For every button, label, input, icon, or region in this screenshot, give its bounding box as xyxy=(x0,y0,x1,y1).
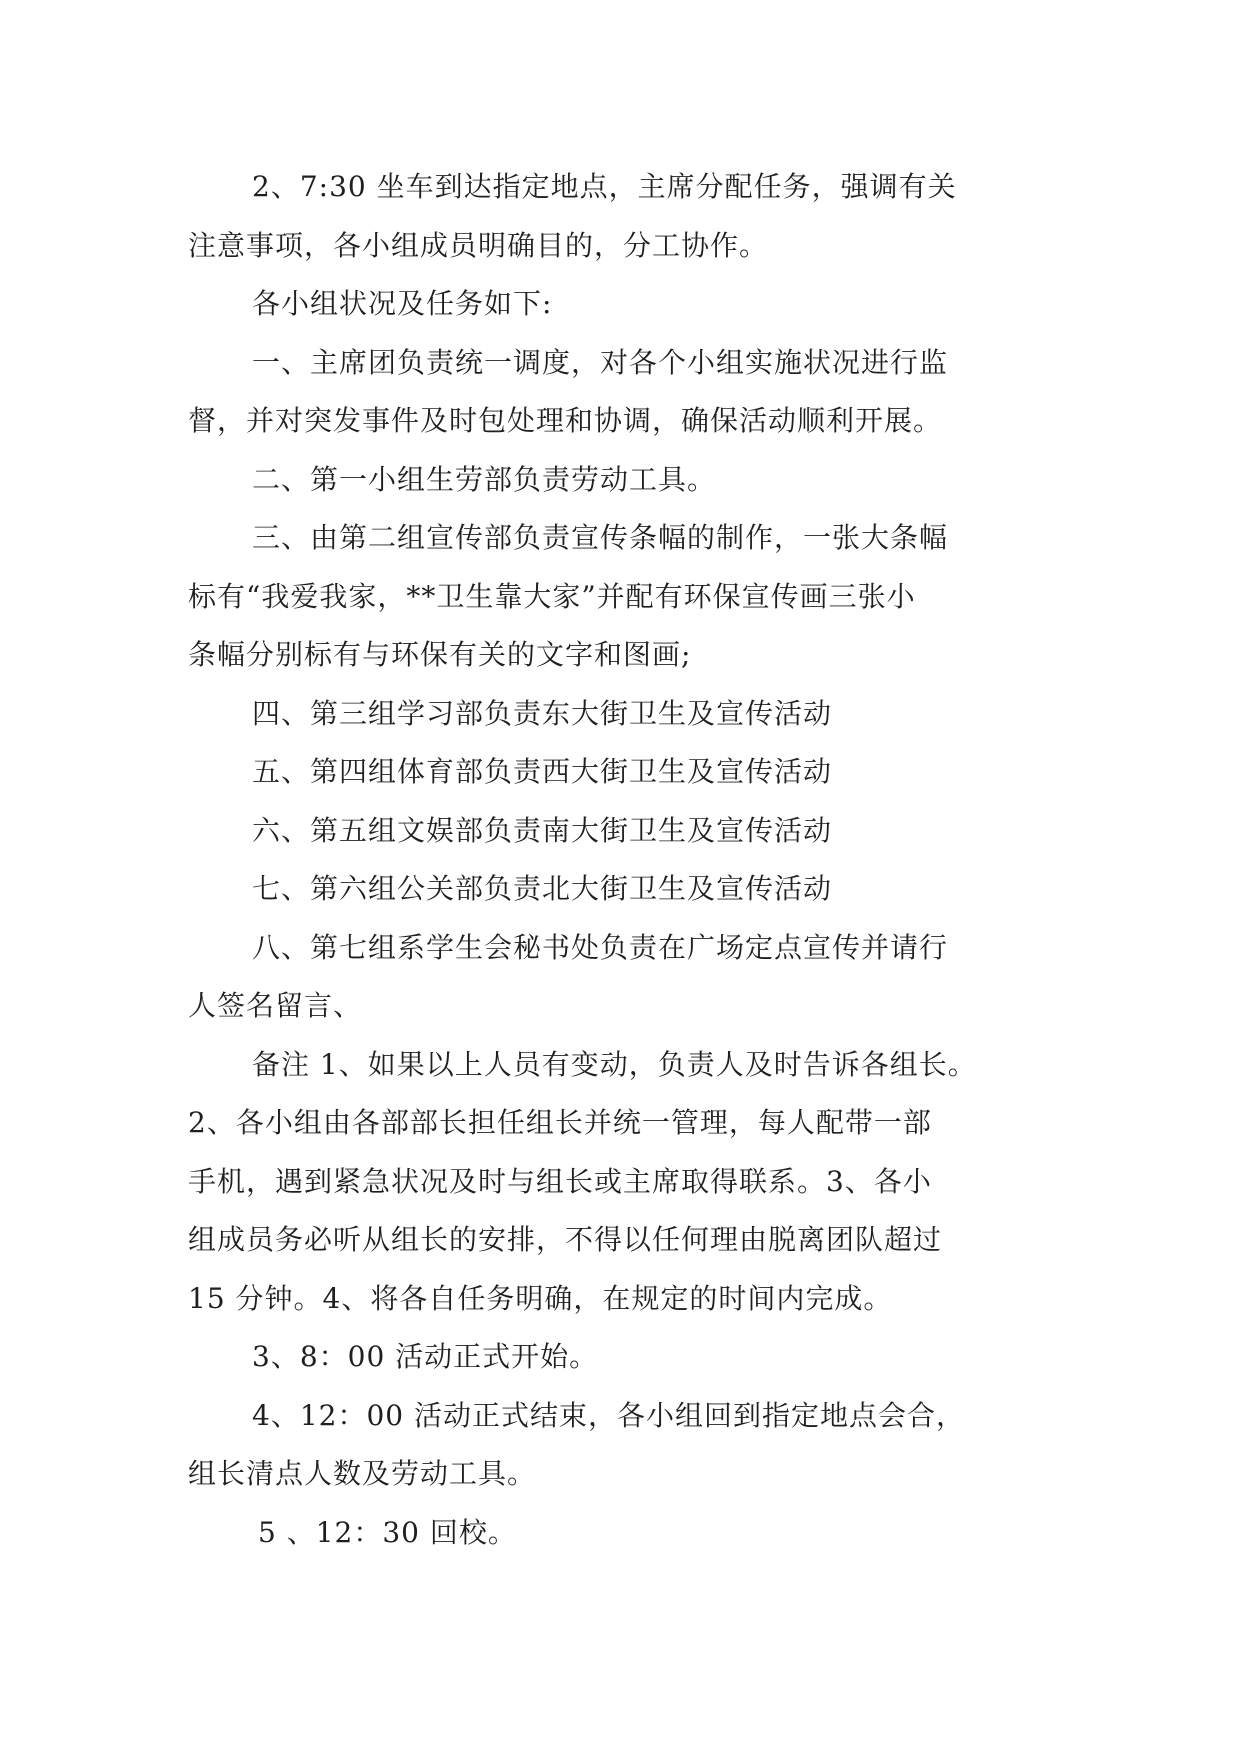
text-line: 八、第七组系学生会秘书处负责在广场定点宣传并请行 xyxy=(252,930,949,964)
text-line: 手机，遇到紧急状况及时与组长或主席取得联系。3、各小 xyxy=(188,1164,932,1198)
text-line: 4、12：00 活动正式结束，各小组回到指定地点会合， xyxy=(252,1398,965,1432)
text-line: 注意事项，各小组成员明确目的，分工协作。 xyxy=(188,228,769,262)
text-line: 2、各小组由各部部长担任组长并统一管理，每人配带一部 xyxy=(188,1106,932,1139)
text-line: 备注 1、如果以上人员有变动，负责人及时告诉各组长。 xyxy=(252,1047,977,1081)
document-body xyxy=(188,158,1068,1562)
text-line: 组成员务必听从组长的安排，不得以任何理由脱离团队超过 xyxy=(188,1223,943,1256)
text-line: 组长清点人数及劳动工具。 xyxy=(188,1457,537,1490)
text-line: 标有“我爱我家，**卫生靠大家”并配有环保宣传画三张小 xyxy=(188,579,916,613)
text-line: 七、第六组公关部负责北大街卫生及宣传活动 xyxy=(252,872,833,905)
text-line: 六、第五组文娱部负责南大街卫生及宣传活动 xyxy=(252,813,833,847)
text-line: 四、第三组学习部负责东大街卫生及宣传活动 xyxy=(252,696,833,730)
text-line: 各小组状况及任务如下: xyxy=(252,287,553,320)
text-line: 2、7:30 坐车到达指定地点，主席分配任务，强调有关 xyxy=(252,170,957,203)
text-line: 15 分钟。4、将各自任务明确，在规定的时间内完成。 xyxy=(188,1281,893,1315)
text-line: 三、由第二组宣传部负责宣传条幅的制作，一张大条幅 xyxy=(252,521,949,554)
text-line: 五、第四组体育部负责西大街卫生及宣传活动 xyxy=(252,755,833,788)
text-line: 督，并对突发事件及时包处理和协调，确保活动顺利开展。 xyxy=(188,404,943,437)
text-line: 人签名留言、 xyxy=(188,989,363,1022)
text-line: 条幅分别标有与环保有关的文字和图画; xyxy=(188,638,692,671)
text-line: 5 、12：30 回校。 xyxy=(258,1515,517,1549)
text-line: 二、第一小组生劳部负责劳动工具。 xyxy=(252,462,717,496)
text-line: 3、8：00 活动正式开始。 xyxy=(252,1340,599,1373)
text-line: 一、主席团负责统一调度，对各个小组实施状况进行监 xyxy=(252,345,949,379)
